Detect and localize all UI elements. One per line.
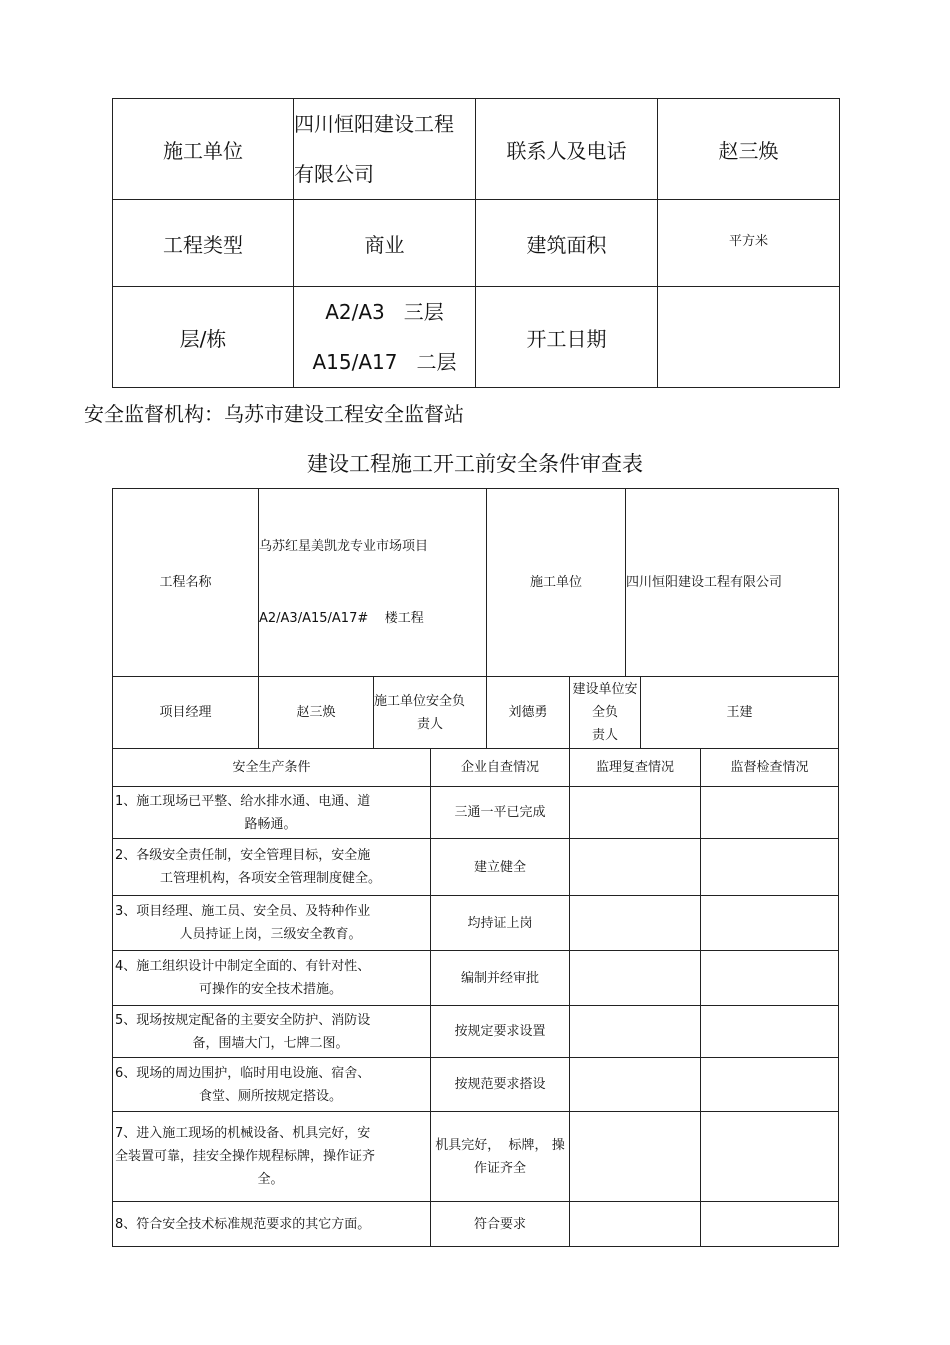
table-row — [113, 1112, 839, 1202]
condition-cell — [113, 1202, 431, 1247]
project-info-table — [112, 98, 840, 388]
area-value: 平方米 — [658, 200, 840, 287]
project-name-value — [259, 489, 487, 677]
table-row — [113, 839, 839, 896]
self-check-cell — [431, 1058, 570, 1112]
supervisor-check-cell — [570, 839, 701, 896]
condition-line: 全。 — [257, 1172, 284, 1187]
supervisor-check-cell — [570, 1202, 701, 1247]
floors-label: 层/栋 — [113, 287, 294, 388]
authority-check-cell — [701, 1006, 839, 1058]
condition-line: 备，围墙大门，七牌二图。 — [192, 1035, 349, 1051]
project-type-label: 工程类型 — [113, 200, 294, 287]
supervisor-check-cell — [570, 896, 701, 951]
construction-unit-value: 四川恒阳建设工程有限公司 — [626, 489, 839, 677]
pm-value: 赵三焕 — [259, 677, 374, 749]
condition-line: 路畅通。 — [244, 816, 297, 832]
self-check-line: 按规范要求搭设 — [454, 1077, 546, 1092]
construction-unit-value — [294, 99, 476, 200]
condition-line: 人员持证上岗，三级安全教育。 — [179, 927, 362, 942]
self-check-cell — [431, 896, 570, 951]
floors-value — [294, 287, 476, 388]
table-row — [113, 896, 839, 951]
authority-check-cell — [701, 1112, 839, 1202]
cu-safety-label — [374, 677, 487, 749]
project-name-line-2: A2/A3/A15/A17# 楼工程 — [259, 611, 424, 626]
condition-line: 8、符合安全技术标准规范要求的其它方面。 — [115, 1216, 371, 1232]
start-date-label: 开工日期 — [476, 287, 658, 388]
condition-line: 5、现场按规定配备的主要安全防护、消防设 — [115, 1012, 371, 1028]
supervisor-check-cell — [570, 1058, 701, 1112]
header-row — [113, 749, 839, 787]
self-check-line: 机具完好， 标牌， 操 — [435, 1137, 565, 1153]
cu-safety-label-line-2: 责人 — [416, 716, 443, 732]
condition-line: 可操作的安全技术措施。 — [198, 982, 342, 997]
cu-safety-value: 刘德勇 — [487, 677, 570, 749]
safety-review-table — [112, 488, 839, 1247]
project-name-line-1: 乌苏红星美凯龙专业市场项目 — [259, 539, 429, 554]
self-check-line: 符合要求 — [473, 1216, 526, 1232]
authority-check-cell — [701, 839, 839, 896]
condition-cell — [113, 1058, 431, 1112]
floors-line-1: A2/A3 三层 — [325, 300, 444, 324]
condition-line: 1、施工现场已平整、给水排水通、电通、道 — [115, 793, 371, 809]
table-row — [113, 1006, 839, 1058]
construction-unit-label: 施工单位 — [487, 489, 626, 677]
supervision-agency-line: 安全监督机构：乌苏市建设工程安全监督站 — [84, 402, 464, 426]
table-row — [113, 951, 839, 1006]
pm-label: 项目经理 — [113, 677, 259, 749]
self-check-line: 建立健全 — [473, 859, 526, 875]
condition-line: 4、施工组织设计中制定全面的、有针对性、 — [115, 959, 371, 974]
authority-check-cell — [701, 951, 839, 1006]
page-title: 建设工程施工开工前安全条件审查表 — [307, 452, 643, 476]
self-check-cell — [431, 951, 570, 1006]
condition-line: 2、各级安全责任制，安全管理目标，安全施 — [115, 848, 371, 863]
header-supervisor-check: 监理复查情况 — [570, 749, 701, 787]
condition-cell — [113, 1006, 431, 1058]
authority-check-cell — [701, 787, 839, 839]
header-self-check: 企业自查情况 — [431, 749, 570, 787]
construction-unit-label: 施工单位 — [113, 99, 294, 200]
self-check-cell — [431, 1112, 570, 1202]
condition-cell — [113, 1112, 431, 1202]
table-row — [113, 787, 839, 839]
start-date-value — [658, 287, 840, 388]
contact-label: 联系人及电话 — [476, 99, 658, 200]
condition-line: 工管理机构，各项安全管理制度健全。 — [159, 871, 381, 886]
header-authority-check: 监督检查情况 — [701, 749, 839, 787]
authority-check-cell — [701, 1058, 839, 1112]
self-check-line: 作证齐全 — [473, 1160, 526, 1176]
construction-unit-line-2: 有限公司 — [294, 162, 374, 186]
supervisor-check-cell — [570, 1112, 701, 1202]
condition-cell — [113, 787, 431, 839]
owner-safety-label — [570, 677, 641, 749]
supervisor-check-cell — [570, 1006, 701, 1058]
self-check-cell — [431, 839, 570, 896]
self-check-line: 按规定要求设置 — [454, 1024, 546, 1039]
owner-safety-label-line-1: 建设单位安全负 — [572, 682, 638, 720]
self-check-cell — [431, 1202, 570, 1247]
self-check-line: 均持证上岗 — [467, 915, 533, 931]
authority-check-cell — [701, 1202, 839, 1247]
table-row — [113, 1202, 839, 1247]
project-type-value: 商业 — [294, 200, 476, 287]
condition-cell — [113, 839, 431, 896]
project-name-label: 工程名称 — [113, 489, 259, 677]
self-check-line: 三通一平已完成 — [454, 805, 546, 820]
condition-cell — [113, 896, 431, 951]
self-check-line: 编制并经审批 — [460, 970, 539, 986]
condition-line: 食堂、厕所按规定搭设。 — [198, 1088, 342, 1104]
area-label: 建筑面积 — [476, 200, 658, 287]
authority-check-cell — [701, 896, 839, 951]
owner-safety-value: 王建 — [641, 677, 839, 749]
condition-line: 全装置可靠，挂安全操作规程标牌，操作证齐 — [115, 1149, 376, 1164]
condition-line: 7、进入施工现场的机械设备、机具完好，安 — [115, 1126, 371, 1141]
contact-value: 赵三焕 — [658, 99, 840, 200]
table-row — [113, 1058, 839, 1112]
header-conditions: 安全生产条件 — [113, 749, 431, 787]
condition-cell — [113, 951, 431, 1006]
self-check-cell — [431, 787, 570, 839]
floors-line-2: A15/A17 二层 — [312, 350, 457, 374]
supervisor-check-cell — [570, 951, 701, 1006]
condition-line: 6、现场的周边围护，临时用电设施、宿舍、 — [115, 1065, 371, 1081]
condition-line: 3、项目经理、施工员、安全员、及特种作业 — [115, 904, 371, 919]
supervisor-check-cell — [570, 787, 701, 839]
self-check-cell — [431, 1006, 570, 1058]
owner-safety-label-line-2: 责人 — [592, 728, 619, 743]
construction-unit-line-1: 四川恒阳建设工程 — [294, 112, 454, 136]
cu-safety-label-line-1: 施工单位安全负 — [374, 693, 466, 709]
